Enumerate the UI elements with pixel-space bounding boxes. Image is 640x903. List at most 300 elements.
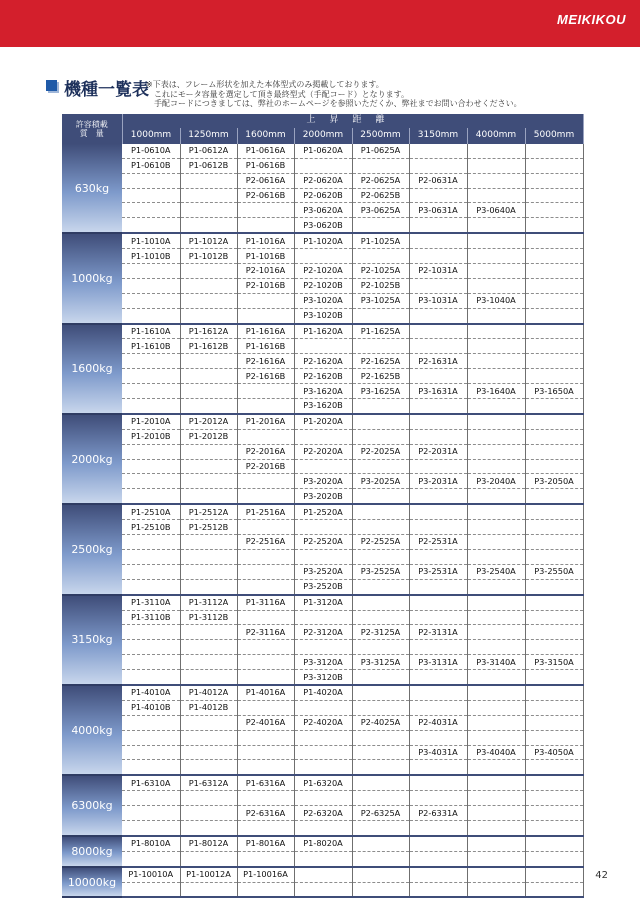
model-code-cell: P1-3110B bbox=[122, 610, 180, 625]
model-code-cell: P1-4020A bbox=[294, 685, 352, 700]
model-code-cell bbox=[525, 806, 583, 821]
model-code-cell bbox=[352, 775, 409, 790]
table-row bbox=[62, 233, 583, 248]
model-code-cell bbox=[467, 504, 525, 519]
model-code-cell: P1-10012A bbox=[180, 867, 237, 882]
model-code-cell bbox=[237, 700, 294, 715]
model-code-cell bbox=[237, 429, 294, 444]
table-row bbox=[62, 625, 583, 640]
capacity-label: 2000kg bbox=[62, 414, 122, 504]
model-code-cell bbox=[352, 730, 409, 745]
model-code-cell: P1-10010A bbox=[122, 867, 180, 882]
model-code-cell bbox=[294, 760, 352, 775]
model-code-cell bbox=[525, 685, 583, 700]
model-code-cell: P1-2512B bbox=[180, 520, 237, 535]
model-code-cell bbox=[525, 625, 583, 640]
model-code-cell bbox=[525, 188, 583, 203]
column-header: 3150mm bbox=[409, 128, 467, 144]
model-code-cell: P2-0620A bbox=[294, 173, 352, 188]
model-code-cell bbox=[180, 715, 237, 730]
corner-header bbox=[62, 114, 122, 144]
model-code-cell bbox=[525, 640, 583, 655]
model-code-cell: P1-8010A bbox=[122, 836, 180, 851]
model-code-cell bbox=[525, 670, 583, 685]
model-code-cell: P2-1016A bbox=[237, 264, 294, 279]
model-code-cell: P3-1620A bbox=[294, 384, 352, 399]
model-code-cell bbox=[352, 504, 409, 519]
model-code-cell bbox=[409, 700, 467, 715]
model-code-cell bbox=[352, 595, 409, 610]
model-code-cell: P2-3116A bbox=[237, 625, 294, 640]
model-code-cell: P3-2020A bbox=[294, 474, 352, 489]
table-row bbox=[62, 806, 583, 821]
model-code-cell: P3-0640A bbox=[467, 203, 525, 218]
model-code-cell bbox=[409, 369, 467, 384]
model-code-cell bbox=[409, 882, 467, 897]
table-row bbox=[62, 308, 583, 323]
model-code-cell bbox=[180, 218, 237, 233]
model-code-cell: P1-1012B bbox=[180, 249, 237, 264]
model-code-cell bbox=[237, 474, 294, 489]
model-code-cell bbox=[180, 564, 237, 579]
model-code-cell bbox=[467, 625, 525, 640]
model-code-cell bbox=[237, 203, 294, 218]
model-code-cell bbox=[467, 806, 525, 821]
model-code-cell bbox=[352, 640, 409, 655]
model-code-cell bbox=[237, 384, 294, 399]
model-code-cell bbox=[409, 836, 467, 851]
model-code-cell bbox=[180, 549, 237, 564]
model-code-cell bbox=[467, 775, 525, 790]
model-code-cell: P1-2510B bbox=[122, 520, 180, 535]
model-code-cell bbox=[525, 308, 583, 323]
model-code-cell bbox=[352, 249, 409, 264]
model-code-cell bbox=[180, 535, 237, 550]
note-line: これにモータ容量を選定して頂き最終型式（手配コード）となります。 bbox=[154, 89, 410, 99]
model-code-cell bbox=[525, 820, 583, 835]
model-code-cell bbox=[122, 655, 180, 670]
model-code-cell bbox=[180, 354, 237, 369]
model-code-cell bbox=[122, 715, 180, 730]
model-code-cell: P3-2525A bbox=[352, 564, 409, 579]
brand-logo: MEIKIKOU bbox=[557, 12, 626, 27]
table-row bbox=[62, 384, 583, 399]
column-header: 1600mm bbox=[237, 128, 294, 144]
model-code-cell: P1-10016A bbox=[237, 867, 294, 882]
model-code-cell: P3-1020A bbox=[294, 293, 352, 308]
model-code-cell bbox=[467, 867, 525, 882]
model-code-cell: P2-4016A bbox=[237, 715, 294, 730]
model-code-cell bbox=[525, 203, 583, 218]
model-code-cell bbox=[294, 640, 352, 655]
model-code-cell: P3-1020B bbox=[294, 308, 352, 323]
model-code-cell bbox=[525, 233, 583, 248]
model-code-cell bbox=[467, 851, 525, 866]
table-row bbox=[62, 700, 583, 715]
model-code-cell: P2-0625B bbox=[352, 188, 409, 203]
model-code-cell bbox=[180, 655, 237, 670]
model-code-cell bbox=[525, 715, 583, 730]
corner-line: 質 量 bbox=[79, 128, 104, 138]
model-code-cell: P3-2550A bbox=[525, 564, 583, 579]
model-code-cell bbox=[467, 700, 525, 715]
model-code-cell bbox=[409, 730, 467, 745]
model-code-cell bbox=[409, 399, 467, 414]
model-code-cell: P3-2531A bbox=[409, 564, 467, 579]
model-code-cell: P1-4010B bbox=[122, 700, 180, 715]
model-code-cell bbox=[237, 399, 294, 414]
table-row bbox=[62, 730, 583, 745]
table-row bbox=[62, 414, 583, 429]
model-code-cell: P2-2531A bbox=[409, 535, 467, 550]
model-code-cell bbox=[352, 745, 409, 760]
model-code-cell bbox=[237, 655, 294, 670]
model-code-cell bbox=[294, 610, 352, 625]
model-code-cell: P1-1016B bbox=[237, 249, 294, 264]
model-code-cell bbox=[237, 610, 294, 625]
model-code-cell bbox=[180, 730, 237, 745]
table-row bbox=[62, 760, 583, 775]
model-code-cell: P1-1010B bbox=[122, 249, 180, 264]
model-code-cell bbox=[467, 233, 525, 248]
model-code-cell bbox=[467, 820, 525, 835]
model-code-cell bbox=[525, 429, 583, 444]
table-row bbox=[62, 520, 583, 535]
model-code-cell: P2-6320A bbox=[294, 806, 352, 821]
model-code-cell bbox=[467, 520, 525, 535]
model-code-cell: P1-1620A bbox=[294, 324, 352, 339]
model-code-cell: P1-1010A bbox=[122, 233, 180, 248]
model-code-cell bbox=[180, 625, 237, 640]
model-code-cell: P1-8020A bbox=[294, 836, 352, 851]
model-code-cell bbox=[525, 610, 583, 625]
model-code-cell bbox=[467, 579, 525, 594]
model-code-cell bbox=[409, 324, 467, 339]
capacity-label: 6300kg bbox=[62, 775, 122, 836]
capacity-label: 8000kg bbox=[62, 836, 122, 867]
model-code-cell bbox=[409, 459, 467, 474]
model-code-cell bbox=[525, 218, 583, 233]
table-row bbox=[62, 264, 583, 279]
model-code-cell bbox=[180, 444, 237, 459]
model-code-cell bbox=[294, 429, 352, 444]
model-code-cell: P2-2016B bbox=[237, 459, 294, 474]
capacity-label: 2500kg bbox=[62, 504, 122, 594]
model-code-cell: P3-1031A bbox=[409, 293, 467, 308]
model-code-cell: P2-4020A bbox=[294, 715, 352, 730]
column-header: 1250mm bbox=[180, 128, 237, 144]
model-code-cell bbox=[467, 535, 525, 550]
model-code-cell bbox=[525, 504, 583, 519]
model-code-cell bbox=[525, 791, 583, 806]
model-code-cell bbox=[294, 820, 352, 835]
model-code-cell: P2-0616A bbox=[237, 173, 294, 188]
model-code-cell bbox=[467, 715, 525, 730]
model-code-cell bbox=[122, 820, 180, 835]
model-code-cell bbox=[122, 369, 180, 384]
model-code-cell bbox=[525, 369, 583, 384]
model-code-cell bbox=[352, 579, 409, 594]
model-code-cell: P3-1650A bbox=[525, 384, 583, 399]
model-code-cell bbox=[352, 459, 409, 474]
model-code-cell bbox=[122, 474, 180, 489]
model-code-cell: P1-3112A bbox=[180, 595, 237, 610]
model-code-cell: P3-1625A bbox=[352, 384, 409, 399]
model-code-cell: P1-6316A bbox=[237, 775, 294, 790]
model-code-cell bbox=[122, 549, 180, 564]
model-code-cell bbox=[467, 489, 525, 504]
model-code-cell: P1-1610B bbox=[122, 339, 180, 354]
model-code-cell bbox=[525, 882, 583, 897]
model-code-cell bbox=[180, 278, 237, 293]
model-code-cell: P1-8012A bbox=[180, 836, 237, 851]
table-row bbox=[62, 745, 583, 760]
model-code-cell bbox=[122, 535, 180, 550]
model-code-cell: P1-2510A bbox=[122, 504, 180, 519]
model-code-cell: P2-0625A bbox=[352, 173, 409, 188]
model-code-cell bbox=[352, 670, 409, 685]
notes bbox=[146, 80, 522, 109]
model-code-cell bbox=[525, 278, 583, 293]
model-code-cell bbox=[467, 882, 525, 897]
table-row bbox=[62, 489, 583, 504]
model-code-cell bbox=[467, 324, 525, 339]
model-code-cell bbox=[525, 264, 583, 279]
model-code-cell bbox=[467, 218, 525, 233]
model-code-cell: P3-2025A bbox=[352, 474, 409, 489]
model-code-cell: P2-0620B bbox=[294, 188, 352, 203]
model-code-cell bbox=[525, 836, 583, 851]
model-code-cell bbox=[525, 399, 583, 414]
table-row bbox=[62, 867, 583, 882]
model-code-cell bbox=[352, 610, 409, 625]
table-row bbox=[62, 278, 583, 293]
model-code-cell bbox=[525, 173, 583, 188]
model-code-cell bbox=[467, 610, 525, 625]
model-code-cell bbox=[467, 249, 525, 264]
model-table bbox=[62, 114, 584, 898]
model-code-cell: P1-2012A bbox=[180, 414, 237, 429]
model-code-cell bbox=[122, 564, 180, 579]
model-code-cell: P3-0620B bbox=[294, 218, 352, 233]
model-code-cell bbox=[122, 791, 180, 806]
capacity-label: 10000kg bbox=[62, 867, 122, 898]
model-code-cell bbox=[409, 775, 467, 790]
model-code-cell bbox=[467, 730, 525, 745]
model-code-cell bbox=[409, 233, 467, 248]
table-row bbox=[62, 791, 583, 806]
table-row bbox=[62, 173, 583, 188]
model-code-cell: P2-2525A bbox=[352, 535, 409, 550]
model-code-cell bbox=[352, 791, 409, 806]
model-code-cell: P3-1631A bbox=[409, 384, 467, 399]
table-row bbox=[62, 610, 583, 625]
model-code-cell: P2-0616B bbox=[237, 188, 294, 203]
model-code-cell: P1-1016A bbox=[237, 233, 294, 248]
model-code-cell bbox=[467, 369, 525, 384]
column-header: 4000mm bbox=[467, 128, 525, 144]
model-code-cell bbox=[352, 520, 409, 535]
model-code-cell bbox=[467, 354, 525, 369]
model-code-cell bbox=[122, 806, 180, 821]
table-row bbox=[62, 444, 583, 459]
model-code-cell bbox=[467, 158, 525, 173]
model-code-cell: P1-1012A bbox=[180, 233, 237, 248]
model-code-cell bbox=[525, 579, 583, 594]
model-code-cell bbox=[467, 278, 525, 293]
model-code-cell bbox=[467, 760, 525, 775]
model-code-cell bbox=[294, 520, 352, 535]
model-code-cell bbox=[409, 791, 467, 806]
model-code-cell bbox=[409, 504, 467, 519]
table-row bbox=[62, 715, 583, 730]
model-code-cell bbox=[237, 851, 294, 866]
model-code-cell: P2-1020B bbox=[294, 278, 352, 293]
model-code-cell bbox=[352, 158, 409, 173]
model-code-cell bbox=[237, 549, 294, 564]
model-code-cell bbox=[294, 339, 352, 354]
model-code-cell: P2-1616A bbox=[237, 354, 294, 369]
model-code-cell: P2-2025A bbox=[352, 444, 409, 459]
model-code-cell bbox=[180, 173, 237, 188]
model-code-cell: P2-0631A bbox=[409, 173, 467, 188]
model-code-cell: P3-2520A bbox=[294, 564, 352, 579]
model-code-cell bbox=[294, 851, 352, 866]
column-header: 5000mm bbox=[525, 128, 583, 144]
column-header: 2000mm bbox=[294, 128, 352, 144]
model-code-cell bbox=[352, 851, 409, 866]
model-code-cell: P3-2020B bbox=[294, 489, 352, 504]
model-code-cell bbox=[525, 730, 583, 745]
model-code-cell bbox=[525, 459, 583, 474]
page-number: 42 bbox=[595, 870, 608, 881]
model-code-cell bbox=[467, 429, 525, 444]
model-code-cell bbox=[525, 520, 583, 535]
model-code-cell bbox=[294, 882, 352, 897]
model-code-cell bbox=[122, 670, 180, 685]
model-code-cell: P1-0616A bbox=[237, 144, 294, 158]
table-row bbox=[62, 293, 583, 308]
model-code-cell: P2-1625B bbox=[352, 369, 409, 384]
model-code-cell bbox=[525, 700, 583, 715]
model-code-cell: P3-3131A bbox=[409, 655, 467, 670]
table-row bbox=[62, 203, 583, 218]
table-row bbox=[62, 549, 583, 564]
model-code-cell bbox=[409, 414, 467, 429]
model-code-cell bbox=[122, 264, 180, 279]
model-code-cell: P2-4031A bbox=[409, 715, 467, 730]
model-code-cell bbox=[409, 489, 467, 504]
model-code-cell: P1-6310A bbox=[122, 775, 180, 790]
model-code-cell bbox=[525, 535, 583, 550]
table-row bbox=[62, 144, 583, 158]
model-code-cell: P3-1620B bbox=[294, 399, 352, 414]
model-code-cell bbox=[409, 339, 467, 354]
model-code-cell: P1-0610A bbox=[122, 144, 180, 158]
capacity-label: 630kg bbox=[62, 144, 122, 233]
model-code-cell: P1-2010B bbox=[122, 429, 180, 444]
model-code-cell bbox=[352, 399, 409, 414]
model-code-cell: P1-2010A bbox=[122, 414, 180, 429]
model-code-cell bbox=[352, 882, 409, 897]
model-code-cell: P1-4016A bbox=[237, 685, 294, 700]
model-code-cell bbox=[467, 549, 525, 564]
model-code-cell: P2-6316A bbox=[237, 806, 294, 821]
model-code-cell bbox=[409, 579, 467, 594]
table-row bbox=[62, 836, 583, 851]
model-code-cell: P1-2512A bbox=[180, 504, 237, 519]
model-code-cell bbox=[525, 444, 583, 459]
model-code-cell bbox=[237, 730, 294, 745]
model-code-cell bbox=[467, 399, 525, 414]
table-row bbox=[62, 429, 583, 444]
page-title: 機種一覧表 bbox=[64, 80, 149, 100]
model-code-cell bbox=[237, 308, 294, 323]
table-row bbox=[62, 579, 583, 594]
model-code-cell bbox=[180, 264, 237, 279]
model-code-cell bbox=[409, 308, 467, 323]
model-code-cell bbox=[122, 188, 180, 203]
model-code-cell: P1-1612A bbox=[180, 324, 237, 339]
model-code-cell bbox=[122, 489, 180, 504]
column-header: 1000mm bbox=[122, 128, 180, 144]
table-row bbox=[62, 820, 583, 835]
model-code-cell bbox=[525, 775, 583, 790]
model-code-cell: P1-1025A bbox=[352, 233, 409, 248]
model-code-cell bbox=[467, 414, 525, 429]
model-code-cell bbox=[180, 474, 237, 489]
table-row bbox=[62, 249, 583, 264]
model-code-cell: P1-2016A bbox=[237, 414, 294, 429]
model-code-cell bbox=[409, 851, 467, 866]
model-code-cell: P1-1020A bbox=[294, 233, 352, 248]
model-code-cell bbox=[294, 549, 352, 564]
model-code-cell: P3-3150A bbox=[525, 655, 583, 670]
model-code-cell: P3-2050A bbox=[525, 474, 583, 489]
model-code-cell bbox=[122, 459, 180, 474]
model-code-cell bbox=[122, 882, 180, 897]
model-code-cell: P3-2540A bbox=[467, 564, 525, 579]
model-code-cell bbox=[180, 820, 237, 835]
table-row bbox=[62, 685, 583, 700]
model-code-cell bbox=[525, 549, 583, 564]
model-code-cell bbox=[237, 489, 294, 504]
model-code-cell bbox=[409, 760, 467, 775]
model-code-cell: P1-6312A bbox=[180, 775, 237, 790]
model-code-cell: P2-1016B bbox=[237, 278, 294, 293]
model-code-cell: P3-1640A bbox=[467, 384, 525, 399]
model-code-cell bbox=[409, 218, 467, 233]
model-code-cell bbox=[122, 760, 180, 775]
model-code-cell bbox=[467, 173, 525, 188]
model-code-cell bbox=[525, 354, 583, 369]
model-code-cell bbox=[180, 670, 237, 685]
model-code-cell bbox=[409, 610, 467, 625]
table-row bbox=[62, 158, 583, 173]
model-code-cell bbox=[237, 579, 294, 594]
model-code-cell: P1-1625A bbox=[352, 324, 409, 339]
model-code-cell: P2-2516A bbox=[237, 535, 294, 550]
model-code-cell bbox=[122, 730, 180, 745]
model-code-cell: P1-4012B bbox=[180, 700, 237, 715]
column-header-row bbox=[62, 128, 583, 144]
model-code-cell bbox=[525, 489, 583, 504]
model-code-cell bbox=[525, 414, 583, 429]
model-code-cell bbox=[467, 459, 525, 474]
model-code-cell bbox=[122, 293, 180, 308]
corner-line: 許容積載 bbox=[75, 119, 108, 129]
model-code-cell bbox=[180, 579, 237, 594]
